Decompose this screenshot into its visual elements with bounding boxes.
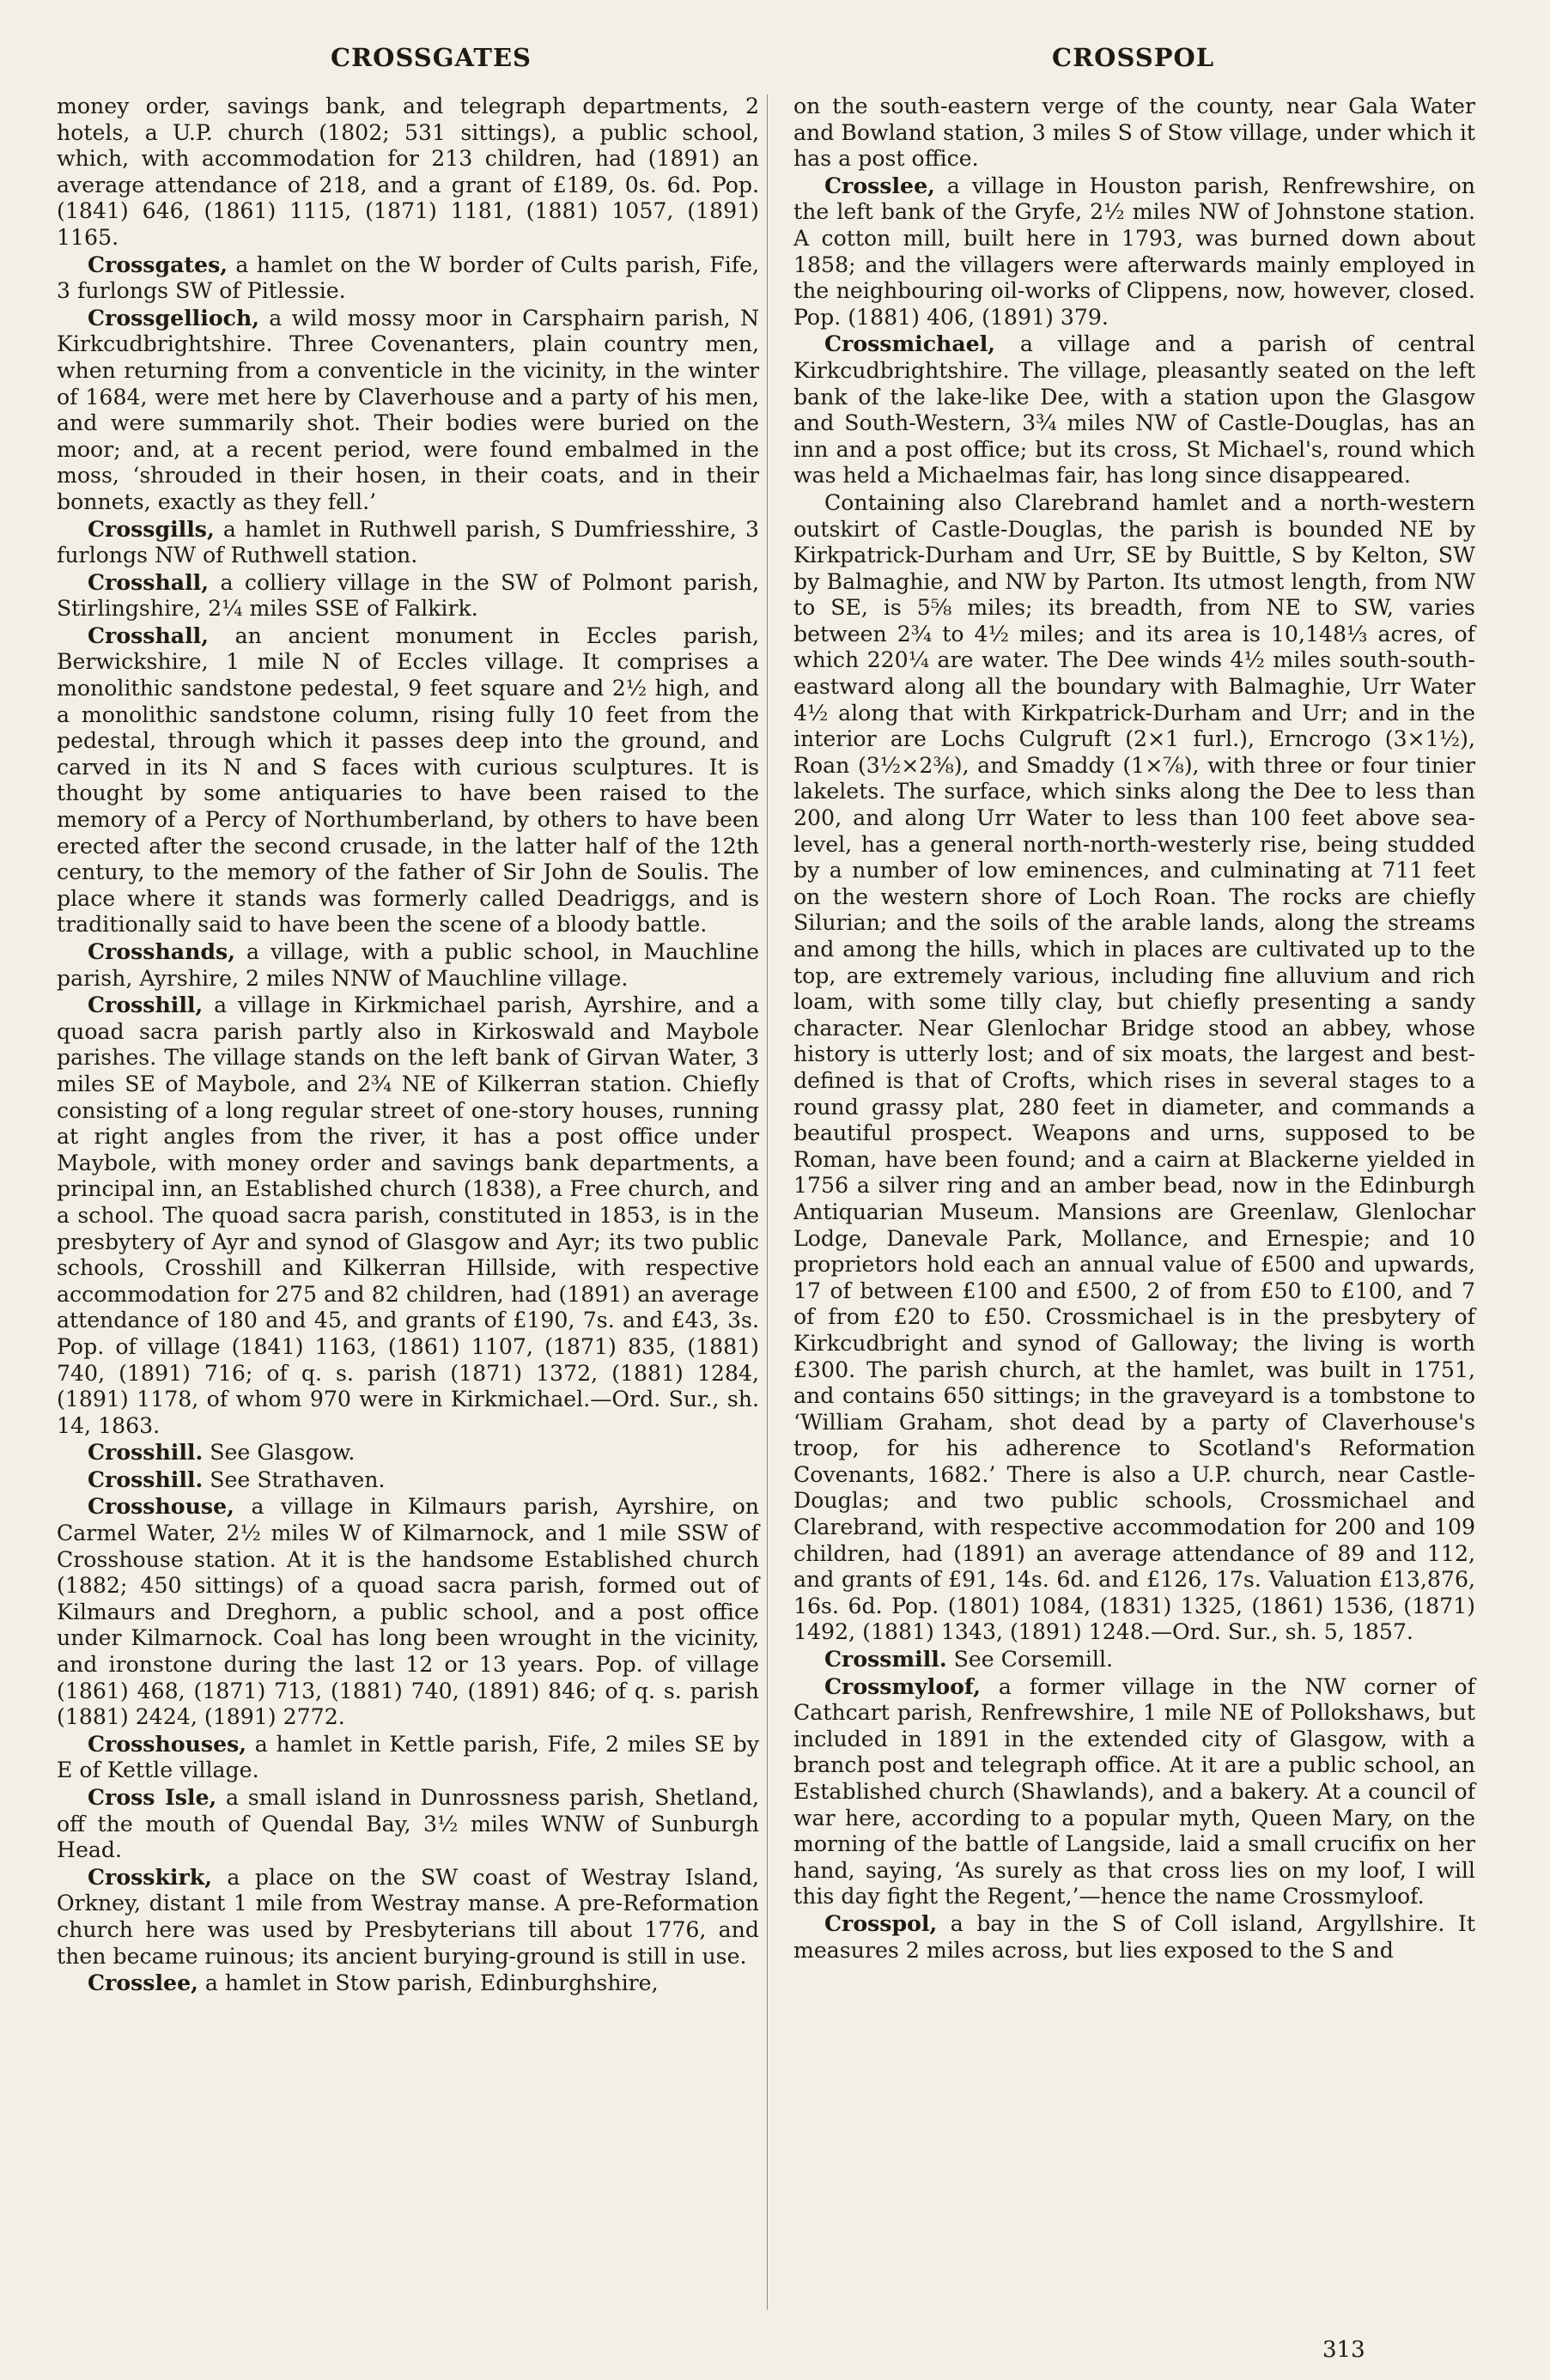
entry: Crossmyloof, a former village in the NW corner of Cathcart parish, Renfrewshire, 1 mile NE of Pollokshaws, but included in 1891 in the extended city of Glasgow, with a branch post and telegraph office. At it are a public school, an Established church (Shawlands), and a bakery. At a council of war here, according to a popular myth, Queen Mary, on the morning of the battle of Langside, laid a small crucifix on her hand, saying, ‘As surely as that cross lies on my loof, I will this day fight the Regent,’—hence the name Crossmyloof.: [793, 1673, 1475, 1909]
entry: Crosshill. See Strathaven.: [88, 1466, 386, 1492]
entry: Crosshouses, a hamlet in Kettle parish, Fife, 2 miles SE by E of Kettle village.: [57, 1730, 759, 1783]
entry: Crosshall, an ancient monument in Eccles parish, Berwickshire, 1 mile N of Eccles village. It comprises a monolithic sandstone pedestal, 9 feet square and 2½ high, and a monolithic sandstone column, rising fully 10 feet from the pedestal, through which it passes deep into the ground, and carved in its N and S faces with curious sculptures. It is thought by some antiquaries to have been raised to the memory of a Percy of Northumberland, by others to have been erected after the second crusade, in the latter half of the 12th century, to the memory of the father of Sir John de Soulis. The place where it stands was formerly called Deadriggs, and is traditionally said to have been the scene of a bloody battle.: [57, 622, 759, 938]
header-left: CROSSGATES: [331, 43, 532, 72]
header-right: CROSSPOL: [1052, 43, 1215, 72]
left-column: [57, 93, 759, 1997]
entry: Crossgates, a hamlet on the W border of Cults parish, Fife, 3 furlongs SW of Pitlessie.: [57, 251, 759, 304]
entry: Crosshall, a colliery village in the SW of Polmont parish, Stirlingshire, 2¼ miles SSE of Falkirk.: [57, 568, 759, 622]
entry: Crossgills, a hamlet in Ruthwell parish, S Dumfriesshire, 3 furlongs NW of Ruthwell station.: [57, 515, 759, 568]
entry: on the south-eastern verge of the county, near Gala Water and Bowland station, 3 miles S of Stow village, under which it has a post office.: [793, 94, 1475, 172]
entry: Crossmichael, a village and a parish of central Kirkcudbrightshire. The village, pleasantly seated on the left bank of the lake-like Dee, with a station upon the Glasgow and South-Western, 3¾ miles NW of Castle-Douglas, has an inn and a post office; but its cross, St Michael's, round which was held a Michaelmas fair, has long since disappeared.: [793, 331, 1475, 489]
entry: Crosshands, a village, with a public school, in Mauchline parish, Ayrshire, 2 miles NNW of Mauchline village.: [57, 938, 759, 991]
entry: Crosslee, a village in Houston parish, Renfrewshire, on the left bank of the Gryfe, 2½ miles NW of Johnstone station. A cotton mill, built here in 1793, was burned down about 1858; and the villagers were afterwards mainly employed in the neighbouring oil-works of Clippens, now, however, closed. Pop. (1881) 406, (1891) 379.: [793, 172, 1475, 330]
column-divider: [767, 94, 768, 2310]
entry: money order, savings bank, and telegraph departments, 2 hotels, a U.P. church (1802; 531 sittings), a public school, which, with accommodation for 213 children, had (1891) an average attendance of 218, and a grant of £189, 0s. 6d. Pop. (1841) 646, (1861) 1115, (1871) 1181, (1881) 1057, (1891) 1165.: [57, 94, 759, 250]
right-column: [793, 93, 1475, 1964]
entry: Crosshill, a village in Kirkmichael parish, Ayrshire, and a quoad sacra parish partly also in Kirkoswald and Maybole parishes. The village stands on the left bank of Girvan Water, 3 miles SE of Maybole, and 2¾ NE of Kilkerran station. Chiefly consisting of a long regular street of one-story houses, running at right angles from the river, it has a post office under Maybole, with money order and savings bank departments, a principal inn, an Established church (1838), a Free church, and a school. The quoad sacra parish, constituted in 1853, is in the presbytery of Ayr and synod of Glasgow and Ayr; its two public schools, Crosshill and Kilkerran Hillside, with respective accommodation for 275 and 82 children, had (1891) an average attendance of 180 and 45, and grants of £190, 7s. and £43, 3s. Pop. of village (1841) 1163, (1861) 1107, (1871) 835, (1881) 740, (1891) 716; of q. s. parish (1871) 1372, (1881) 1284, (1891) 1178, of whom 970 were in Kirkmichael.—Ord. Sur., sh. 14, 1863.: [57, 992, 759, 1438]
entry: Cross Isle, a small island in Dunrossness parish, Shetland, off the mouth of Quendal Bay, 3½ miles WNW of Sunburgh Head.: [57, 1784, 759, 1863]
entry: Crossmill. See Corsemill.: [824, 1646, 1114, 1673]
entry: Crosshill. See Glasgow.: [88, 1439, 356, 1466]
entry: Containing also Clarebrand hamlet and a north-western outskirt of Castle-Douglas, the parish is bounded NE by Kirkpatrick-Durham and Urr, SE by Buittle, S by Kelton, SW by Balmaghie, and NW by Parton. Its utmost length, from NW to SE, is 5⅝ miles; its breadth, from NE to SW, varies between 2¾ to 4½ miles; and its area is 10,148⅓ acres, of which 220¼ are water. The Dee winds 4½ miles south-south-eastward along all the boundary with Balmaghie, Urr Water 4½ along that with Kirkpatrick-Durham and Urr; and in the interior are Lochs Culgruft (2×1 furl.), Erncrogo (3×1½), Roan (3½×2⅜), and Smaddy (1×⅞), with three or four tinier lakelets. The surface, which sinks along the Dee to less than 200, and along Urr Water to less than 100 feet above sea-level, has a general north-north-westerly rise, being studded by a number of low eminences, and culminating at 711 feet on the western shore of Loch Roan. The rocks are chiefly Silurian; and the soils of the arable lands, along the streams and among the hills, which in places are cultivated up to the top, are extremely various, including fine alluvium and rich loam, with some tilly clay, but chiefly presenting a sandy character. Near Glenlochar Bridge stood an abbey, whose history is utterly lost; and of six moats, the largest and best-defined is that of Crofts, which rises in several stages to a round grassy plat, 280 feet in diameter, and commands a beautiful prospect. Weapons and urns, supposed to be Roman, have been found; and a cairn at Blackerne yielded in 1756 a silver ring and an amber bead, now in the Edinburgh Antiquarian Museum. Mansions are Greenlaw, Glenlochar Lodge, Danevale Park, Mollance, and Ernespie; and 10 proprietors hold each an annual value of £500 and upwards, 17 of between £100 and £500, 2 of from £50 to £100, and 7 of from £20 to £50. Crossmichael is in the presbytery of Kirkcudbright and synod of Galloway; the living is worth £300. The parish church, at the hamlet, was built in 1751, and contains 650 sittings; in the graveyard is a tombstone to ‘William Graham, shot dead by a party of Claverhouse's troop, for his adherence to Scotland's Reformation Covenants, 1682.’ There is also a U.P. church, near Castle-Douglas; and two public schools, Crossmichael and Clarebrand, with respective accommodation for 200 and 109 children, had (1891) an average attendance of 89 and 112, and grants of £91, 14s. 6d. and £126, 17s. Valuation £13,876, 16s. 6d. Pop. (1801) 1084, (1831) 1325, (1861) 1536, (1871) 1492, (1881) 1343, (1891) 1248.—Ord. Sur., sh. 5, 1857.: [793, 489, 1475, 1645]
running-header: [0, 43, 1550, 82]
page-number: 313: [1322, 2337, 1365, 2363]
entry: Crosskirk, a place on the SW coast of Westray Island, Orkney, distant 1 mile from Westray manse. A pre-Reformation church here was used by Presbyterians till about 1776, and then became ruinous; its ancient burying-ground is still in use.: [57, 1863, 759, 1969]
entry: Crosspol, a bay in the S of Coll island, Argyllshire. It measures 2 miles across, but lies exposed to the S and: [793, 1909, 1475, 1963]
entry: Crosshouse, a village in Kilmaurs parish, Ayrshire, on Carmel Water, 2½ miles W of Kilmarnock, and 1 mile SSW of Crosshouse station. At it is the handsome Established church (1882; 450 sittings) of a quoad sacra parish, formed out of Kilmaurs and Dreghorn, a public school, and a post office under Kilmarnock. Coal has long been wrought in the vicinity, and ironstone during the last 12 or 13 years. Pop. of village (1861) 468, (1871) 713, (1881) 740, (1891) 846; of q. s. parish (1881) 2424, (1891) 2772.: [57, 1493, 759, 1730]
entry: Crossgellioch, a wild mossy moor in Carsphairn parish, N Kirkcudbrightshire. Three Covenanters, plain country men, when returning from a conventicle in the vicinity, in the winter of 1684, were met here by Claverhouse and a party of his men, and were summarily shot. Their bodies were buried on the moor; and, at a recent period, were found embalmed in the moss, ‘shrouded in their hosen, in their coats, and in their bonnets, exactly as they fell.’: [57, 304, 759, 514]
entry: Crosslee, a hamlet in Stow parish, Edinburghshire,: [88, 1970, 659, 1996]
